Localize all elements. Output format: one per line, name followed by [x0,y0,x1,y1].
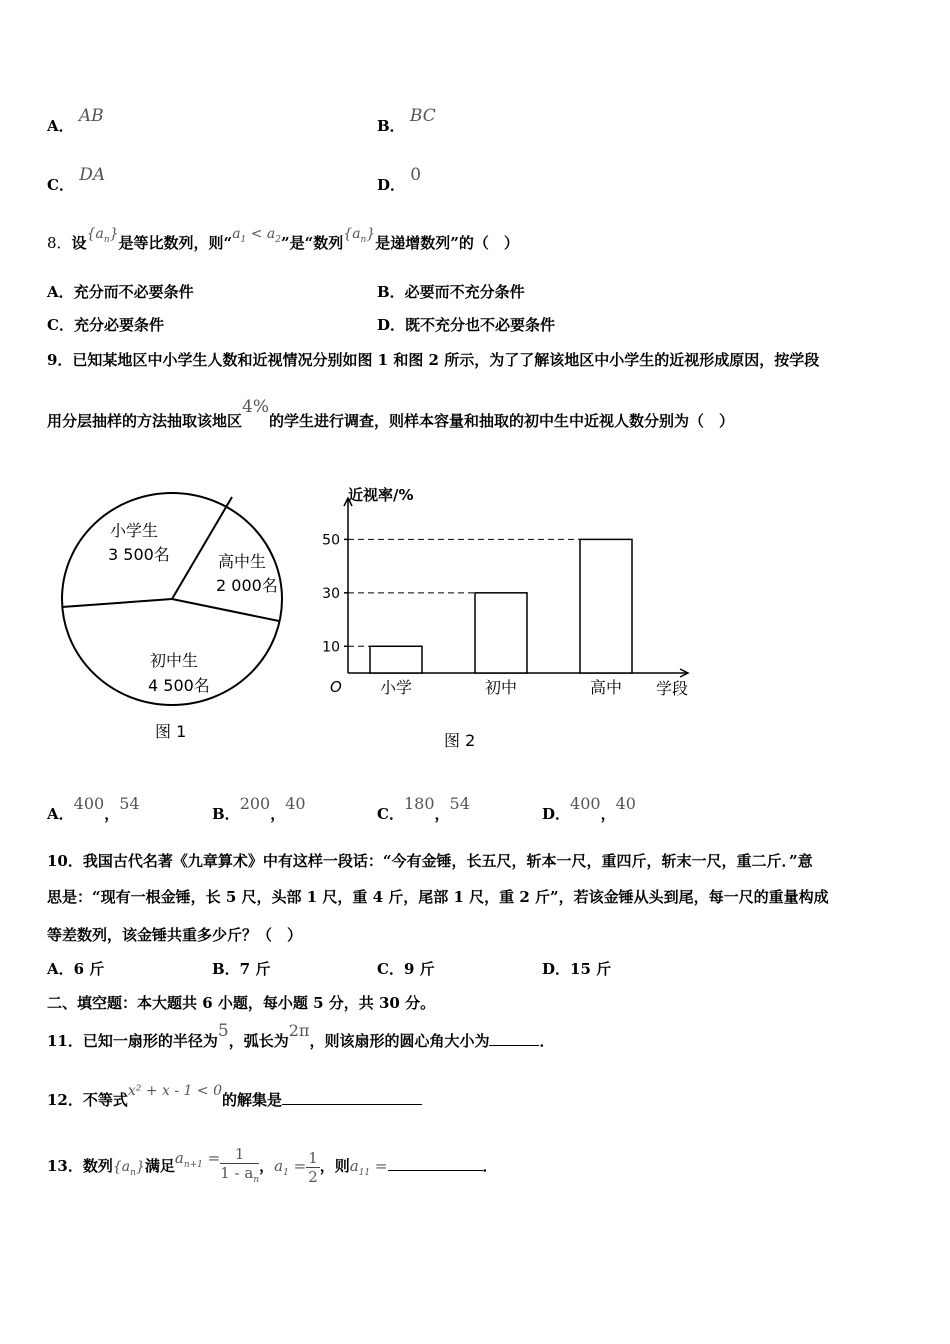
math: a [232,226,241,242]
bar-高中 [580,539,632,673]
x-tick-label: 小学 [379,678,413,697]
text: ，则该扇形的圆心角大小为 [309,1032,490,1050]
math: a [174,1149,184,1167]
math: 5 [217,1021,229,1041]
text: ，则 [319,1157,350,1175]
math: 2π [288,1021,310,1040]
text: 13．数列 [47,1157,113,1175]
option-letter: D． [377,176,406,194]
question-10-line2: 思是：“现有一根金锤，长 5 尺，头部 1 尺，重 4 斤，尾部 1 尺，重 2 斤”，若该金锤从头到尾，每一尺的重量构成 [47,888,829,906]
q7-option-d[interactable] [377,165,422,195]
q9-option-c[interactable] [377,794,470,824]
figure-2-caption: 图 2 [444,731,476,750]
text: 的解集是 [222,1091,283,1109]
text: 设 [71,234,87,252]
option-value: 400 [73,794,105,813]
q9-option-b[interactable] [212,794,306,824]
section-2-heading: 二、填空题：本大题共 6 小题，每小题 5 分，共 30 分。 [47,994,436,1012]
separator: ， [434,805,450,823]
option-value: 40 [285,794,306,813]
math: 4% [242,397,269,417]
math-sub: n [360,234,367,245]
math: a [349,1157,359,1175]
q7-option-a[interactable] [47,106,104,136]
question-13 [47,1140,498,1192]
math-sub: n [130,1167,136,1178]
option-letter: A． [47,805,74,823]
q8-option-d[interactable]: D．既不充分也不必要条件 [377,316,556,334]
math: } [366,226,376,242]
y-tick-label: 50 [322,532,340,549]
text: 12．不等式 [47,1091,128,1109]
figure-2-bar-chart [320,478,700,758]
math-sub: 11 [358,1168,371,1178]
option-letter: B． [377,117,405,135]
question-10-line1: 10．我国古代名著《九章算术》中有这样一段话：“今有金锤，长五尺，斩本一尺，重四斤，斩末一尺，重二斤．”意 [47,852,813,870]
math: {a [343,226,361,242]
y-tick-label: 30 [322,585,340,602]
bar-初中 [475,593,527,673]
pie-label-high: 高中生 [218,552,267,571]
text: ，弧长为 [228,1032,289,1050]
question-9-line1: 9．已知某地区中小学生人数和近视情况分别如图 1 和图 2 所示，为了了解该地区中小学生的近视形成原因，按学段 [47,351,820,369]
pie-slice-border [172,599,279,621]
math-sub: n [103,234,110,245]
separator: ， [600,805,616,823]
answer-blank[interactable] [282,1103,422,1105]
option-value: AB [78,106,104,126]
x-axis-label: 学段 [656,679,689,698]
answer-blank[interactable] [388,1169,483,1171]
bar-小学 [370,646,422,673]
math-sub: 1 [283,1168,289,1178]
math-sub: 2 [275,234,282,245]
option-value: 0 [410,165,422,185]
option-value: 40 [615,794,636,813]
separator: ， [104,805,120,823]
x-tick-label: 初中 [484,678,518,697]
option-letter: A． [47,117,74,135]
x-tick-label: 高中 [589,678,623,697]
math: = [288,1157,307,1175]
pie-count-middle: 4 500名 [148,676,210,695]
question-8 [47,226,519,255]
text: 是递增数列”的（ ） [375,234,519,252]
pie-count-high: 2 000名 [216,576,278,595]
option-value: DA [79,165,106,185]
q8-option-c[interactable]: C．充分必要条件 [47,316,164,334]
math: } [135,1159,145,1175]
text: 的学生进行调查，则样本容量和抽取的初中生中近视人数分别为（ ） [269,412,735,430]
math-sub: n+1 [183,1160,203,1170]
y-axis-label: 近视率/% [348,486,414,504]
option-value: 180 [403,794,435,813]
text: 用分层抽样的方法抽取该地区 [47,412,243,430]
question-11 [47,1021,555,1051]
fraction [306,1149,320,1186]
separator: ， [270,805,286,823]
q8-option-b[interactable]: B．必要而不充分条件 [377,283,525,301]
text: 是等比数列，则“ [118,234,233,252]
question-9-line2 [47,397,735,431]
q7-option-c[interactable] [47,165,106,195]
math: a [274,1157,284,1175]
pie-slice-border [62,599,172,607]
q9-option-a[interactable] [47,794,140,824]
q10-option-d[interactable]: D．15 斤 [542,960,612,978]
numerator: 1 [308,1148,318,1167]
option-letter: B． [212,805,240,823]
figure-1-caption: 图 1 [155,722,187,741]
option-value: 54 [449,794,470,813]
question-12 [47,1083,422,1110]
math: } [109,226,119,242]
q9-option-d[interactable] [542,794,636,824]
option-value: BC [409,106,436,126]
math: < [246,226,267,242]
text: ． [539,1032,555,1050]
option-letter: C． [47,176,74,194]
y-tick-label: 10 [322,639,340,656]
question-number: 8． [47,234,72,252]
figure-1-pie-chart [50,480,310,750]
text: ， [259,1157,275,1175]
option-value: 54 [119,794,140,813]
text: 11．已知一扇形的半径为 [47,1032,218,1050]
math: x² + x - 1 < 0 [127,1083,222,1099]
q8-option-a[interactable]: A．充分而不必要条件 [47,283,194,301]
math-sub: 1 [240,234,247,245]
pie-label-primary: 小学生 [110,521,159,540]
math: {a [86,226,104,242]
math: {a [112,1159,131,1175]
text: 满足 [144,1157,175,1175]
denominator: 2 [308,1167,318,1186]
q10-option-b[interactable]: B．7 斤 [212,960,271,978]
denominator: 1 - a [220,1164,254,1182]
pie-label-middle: 初中生 [150,651,199,670]
option-letter: D． [542,805,571,823]
question-10-line3: 等差数列，该金锤共重多少斤？（ ） [47,926,303,944]
q10-option-a[interactable]: A．6 斤 [47,960,105,978]
option-letter: C． [377,805,404,823]
math: a [266,226,276,242]
text: ”是“数列 [281,234,344,252]
text: ． [482,1157,498,1175]
origin-label: O [330,678,342,696]
math-sub: n [253,1175,260,1185]
answer-blank[interactable] [489,1044,539,1046]
numerator: 1 [220,1145,259,1164]
option-value: 400 [570,794,601,813]
pie-count-primary: 3 500名 [108,545,170,564]
math: = [370,1157,388,1175]
q7-option-b[interactable] [377,106,436,136]
q10-option-c[interactable]: C．9 斤 [377,960,435,978]
fraction [220,1145,259,1189]
option-value: 200 [239,794,271,813]
math: = [202,1149,221,1167]
